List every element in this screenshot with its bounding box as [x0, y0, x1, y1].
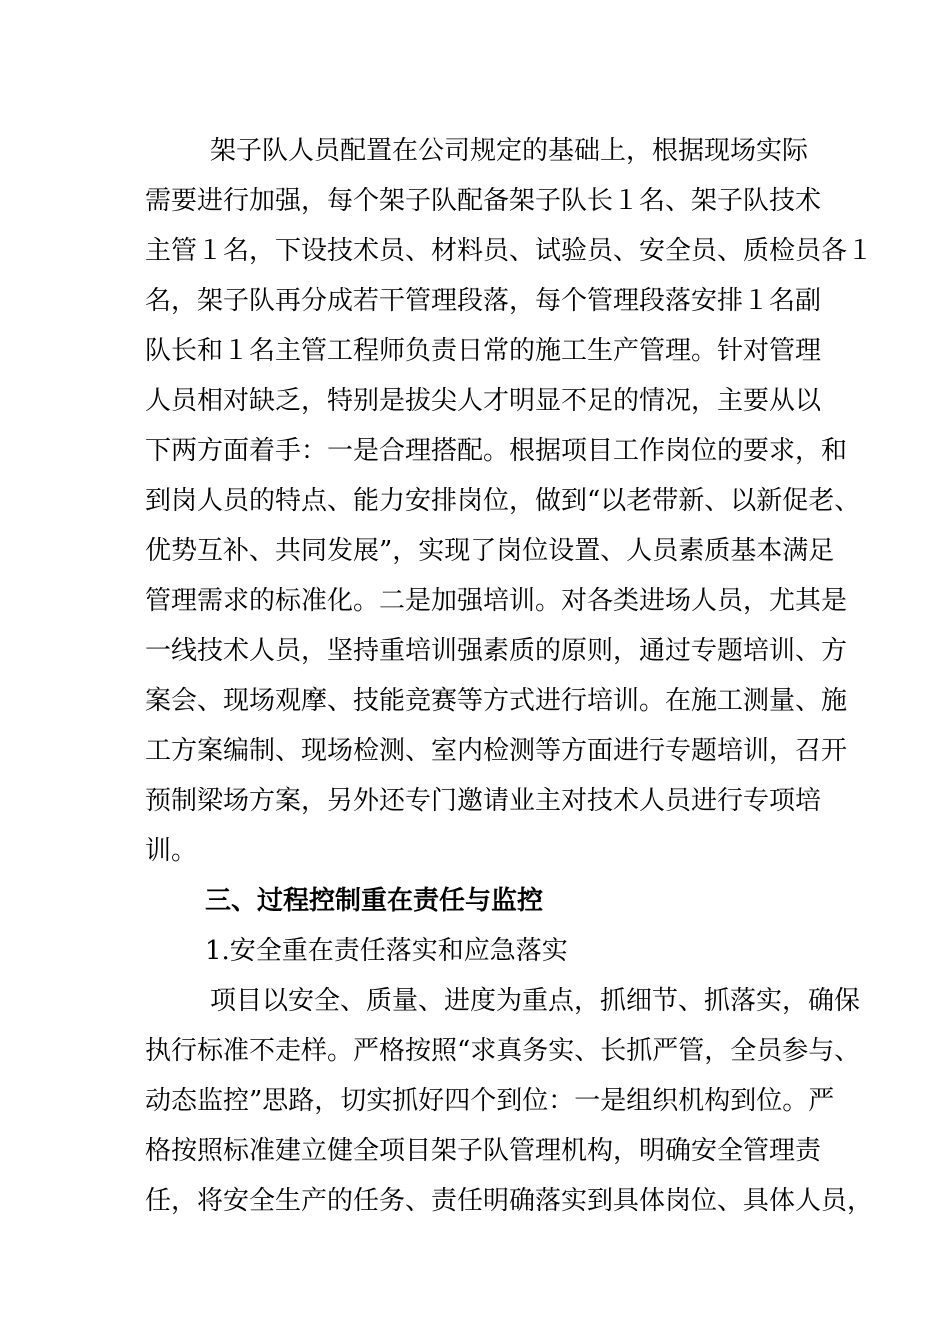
- paragraph-1-line-11: 一线技术人员，坚持重培训强素质的原则，通过专题培训、方: [145, 636, 848, 666]
- paragraph-2-line-1: 项目以安全、质量、进度为重点，抓细节、抓落实，确保: [210, 986, 861, 1016]
- paragraph-1-line-15: 训。: [145, 836, 198, 866]
- paragraph-1-line-5: 队长和１名主管工程师负责日常的施工生产管理。针对管理: [145, 336, 822, 366]
- paragraph-2-line-3: 动态监控”思路，切实抓好四个到位：一是组织机构到位。严: [145, 1086, 835, 1116]
- paragraph-2-line-5: 任，将安全生产的任务、责任明确落实到具体岗位、具体人员，: [145, 1186, 874, 1216]
- section-heading-3: 三、过程控制重在责任与监控: [205, 886, 544, 916]
- paragraph-2-line-4: 格按照标准建立健全项目架子队管理机构，明确安全管理责: [145, 1136, 822, 1166]
- paragraph-1-line-8: 到岗人员的特点、能力安排岗位，做到“以老带新、以新促老、: [145, 486, 861, 516]
- paragraph-1-line-4: 名，架子队再分成若干管理段落，每个管理段落安排１名副: [145, 286, 822, 316]
- paragraph-1-line-2: 需要进行加强，每个架子队配备架子队长１名、架子队技术: [145, 186, 822, 216]
- paragraph-1-line-9: 优势互补、共同发展”，实现了岗位设置、人员素质基本满足: [145, 536, 835, 566]
- paragraph-1-line-10: 管理需求的标准化。二是加强培训。对各类进场人员，尤其是: [145, 586, 848, 616]
- subsection-heading-1: 1.安全重在责任落实和应急落实: [205, 936, 568, 966]
- paragraph-1-line-7: 下两方面着手：一是合理搭配。根据项目工作岗位的要求，和: [145, 436, 848, 466]
- paragraph-1-line-12: 案会、现场观摩、技能竞赛等方式进行培训。在施工测量、施: [145, 686, 848, 716]
- paragraph-1-line-13: 工方案编制、现场检测、室内检测等方面进行专题培训，召开: [145, 736, 848, 766]
- paragraph-1-line-6: 人员相对缺乏，特别是拔尖人才明显不足的情况，主要从以: [145, 386, 822, 416]
- paragraph-1-line-3: 主管１名，下设技术员、材料员、试验员、安全员、质检员各１: [145, 236, 874, 266]
- paragraph-2-line-2: 执行标准不走样。严格按照“求真务实、长抓严管，全员参与、: [145, 1036, 861, 1066]
- paragraph-1-line-1: 架子队人员配置在公司规定的基础上，根据现场实际: [210, 136, 809, 166]
- paragraph-1-line-14: 预制梁场方案，另外还专门邀请业主对技术人员进行专项培: [145, 786, 822, 816]
